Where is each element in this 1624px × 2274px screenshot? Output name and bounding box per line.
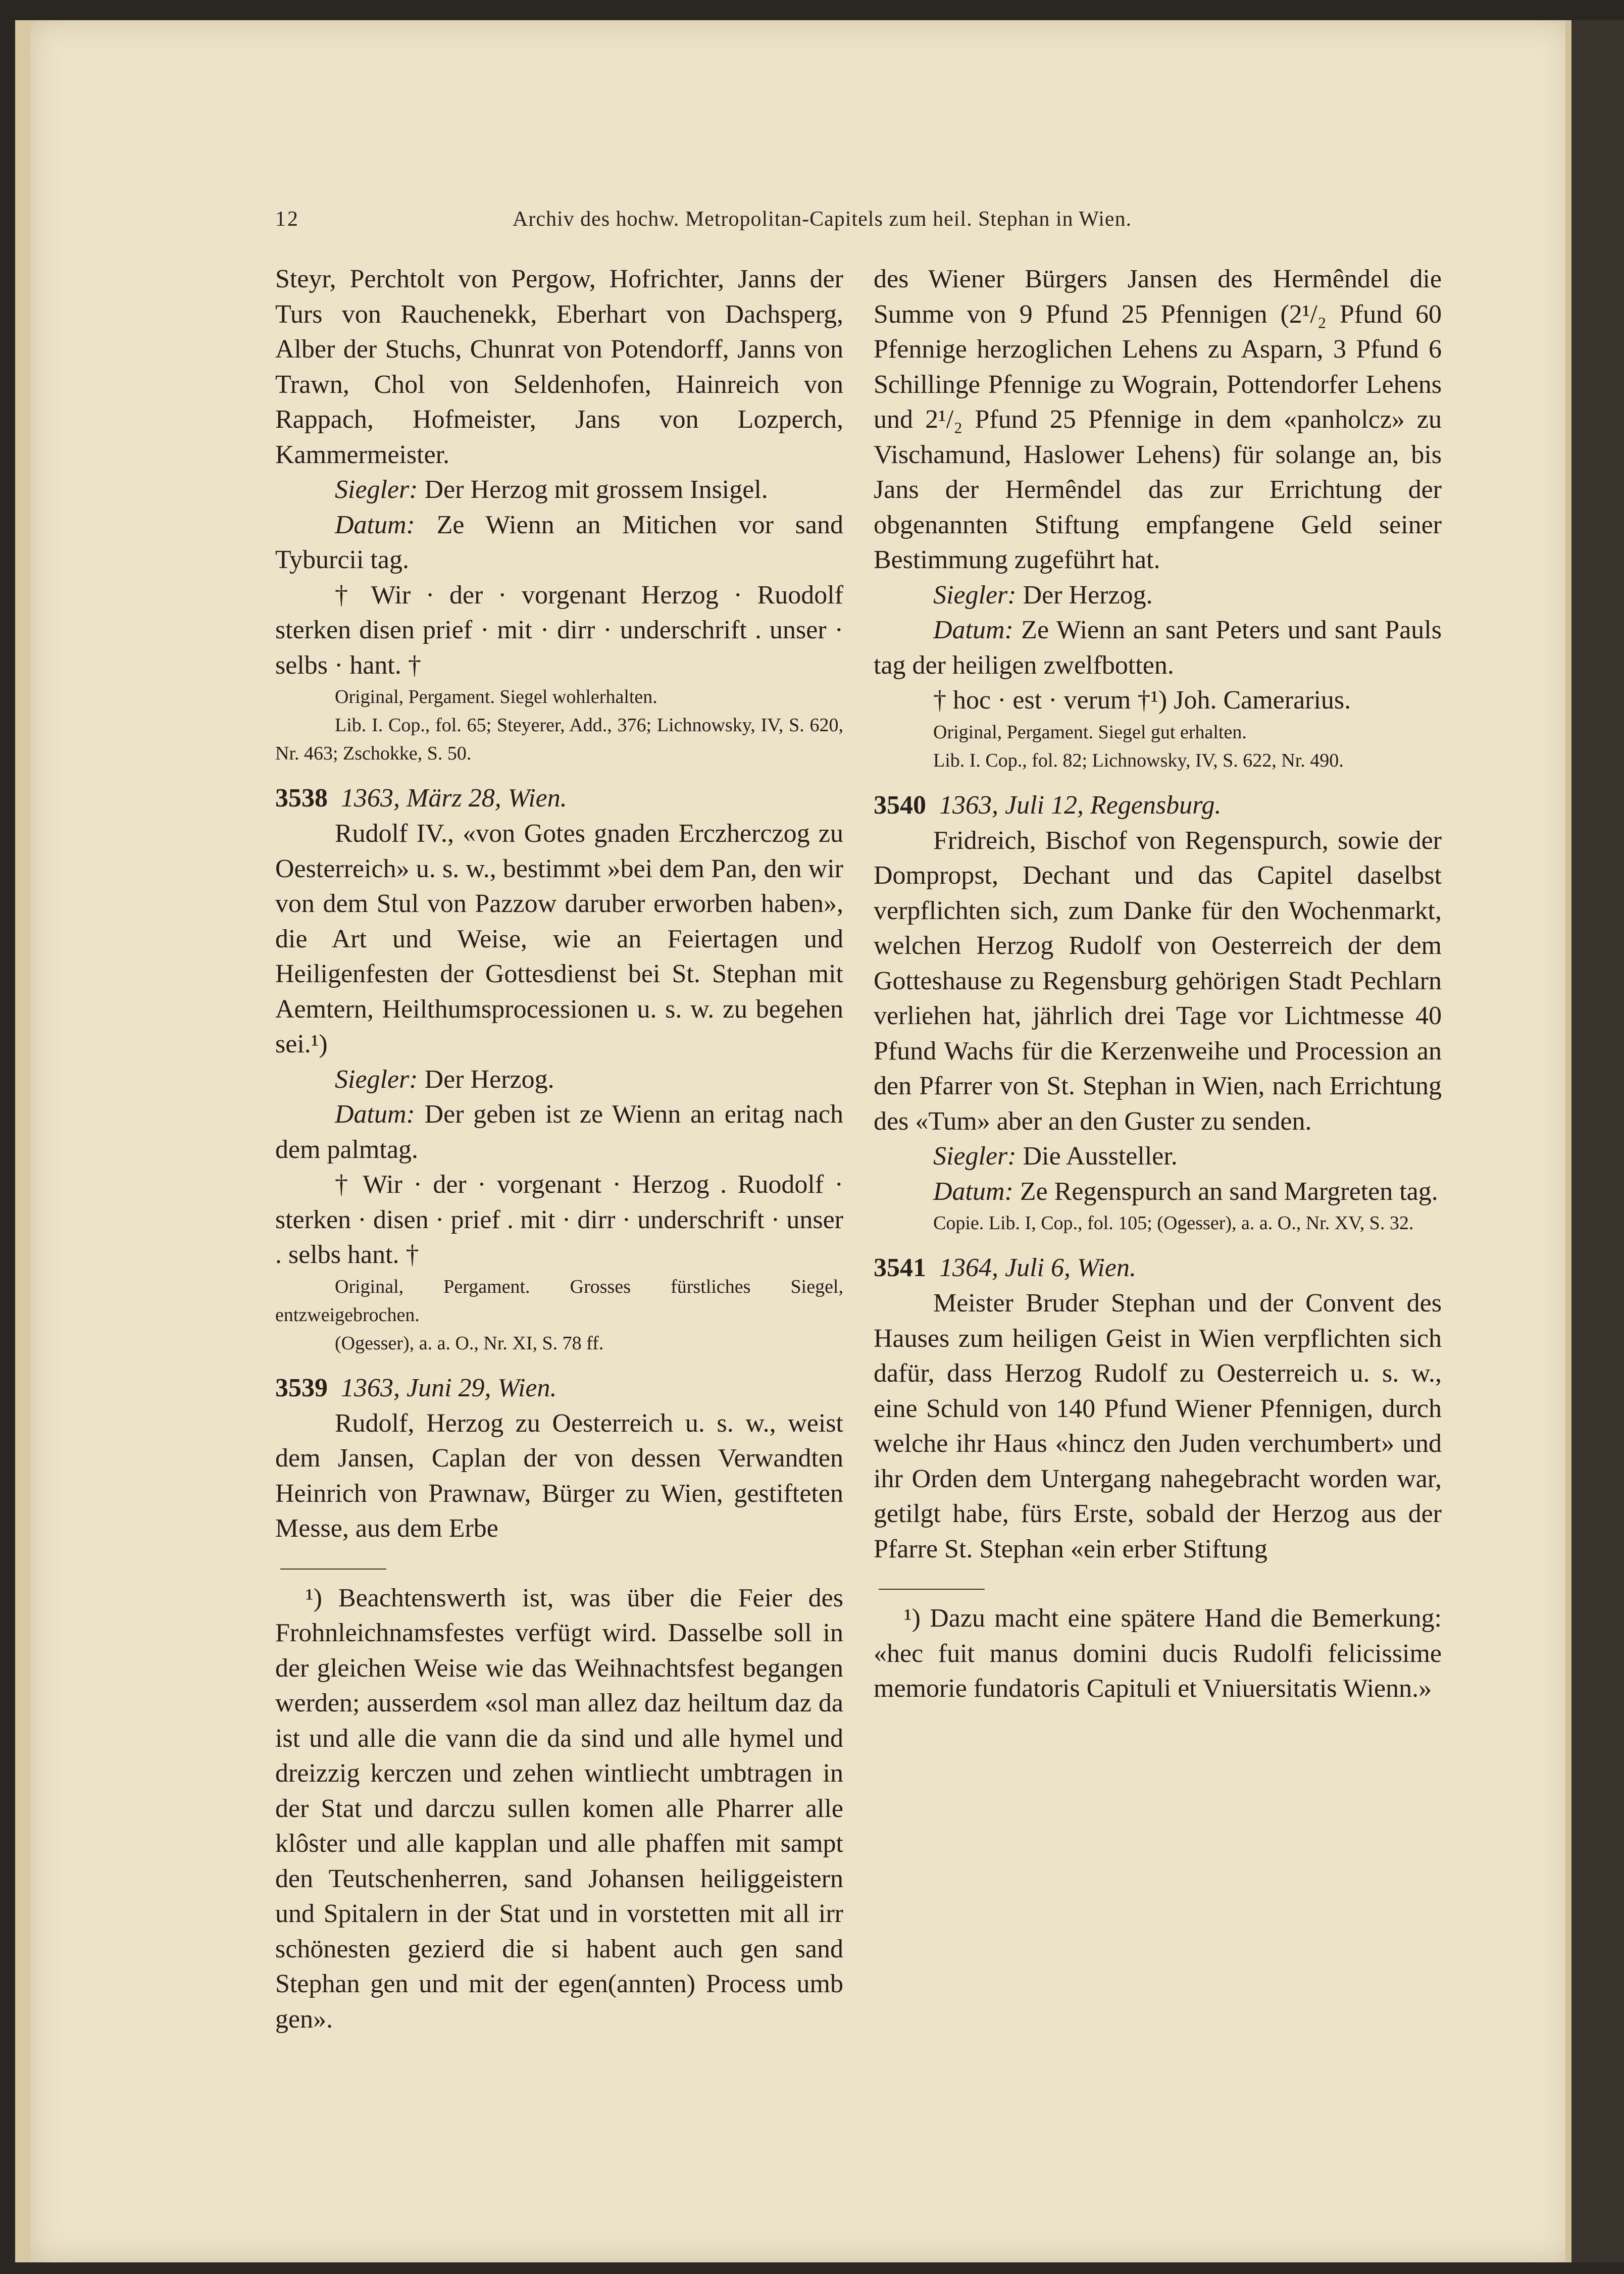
subscription-formula: † hoc · est · verum †¹) Joh. Camerarius. xyxy=(933,686,1351,715)
entry-number: 3539 xyxy=(275,1373,328,1402)
datum-line xyxy=(874,613,1442,683)
entry-number: 3538 xyxy=(275,784,328,813)
footnote-rule xyxy=(280,1569,386,1570)
entry-number: 3541 xyxy=(874,1253,926,1282)
source-note: Lib. I. Cop., fol. 82; Lichnowsky, IV, S. 622, Nr. 490. xyxy=(933,749,1344,771)
footnote: ¹) Dazu macht eine spätere Hand die Bemerkung: «hec fuit manus domini ducis Rudolfi felicissime memorie fundatoris Capituli et Vniuersitatis Wienn.» xyxy=(874,1604,1442,1703)
siegler-line xyxy=(874,578,1442,613)
siegler-text: Der Herzog mit grossem Insigel. xyxy=(418,475,768,504)
siegler-line xyxy=(275,472,843,508)
datum-label: Datum: xyxy=(933,1177,1013,1206)
datum-line xyxy=(874,1174,1442,1209)
siegler-text: Der Herzog. xyxy=(1016,580,1153,610)
entry-text: Rudolf IV., «von Gotes gnaden Erczherczog zu Oesterreich» u. s. w., bestimmt »bei dem Pan, den wir von dem Stul von Pazzow daruber erworben haben», die Art und Weise, wie an Feiertagen und Heiligenfesten der Gottesdienst bei St. Stephan mit Aemtern, Heilthumsprocessionen u. s. w. zu begehen sei.¹) xyxy=(275,819,843,1058)
siegler-label: Siegler: xyxy=(933,580,1017,610)
scan-background xyxy=(1571,20,1624,2262)
datum-line xyxy=(275,508,843,578)
entry-date: 1363, Juli 12, Regensburg. xyxy=(939,790,1222,820)
datum-text: Ze Wienn an Mitichen vor sand Tyburcii tag. xyxy=(275,510,843,574)
datum-text: Ze Regenspurch an sand Margreten tag. xyxy=(1013,1177,1438,1206)
subscription-formula: † Wir · der · vorgenant Herzog · Ruodolf sterken disen prief · mit · dirr · underschrift . unser · selbs · hant. † xyxy=(275,580,843,680)
siegler-label: Siegler: xyxy=(933,1142,1017,1171)
siegler-text: Die Aussteller. xyxy=(1016,1142,1178,1171)
entry-heading-3539 xyxy=(275,1371,843,1406)
entry-heading-3538 xyxy=(275,781,843,816)
source-note: Original, Pergament. Siegel wohlerhalten. xyxy=(335,686,657,708)
source-note: Original, Pergament. Grosses fürstliches Siegel, entzweigebrochen. xyxy=(275,1276,843,1326)
running-head: Archiv des hochw. Metropolitan-Capitels zum heil. Stephan in Wien. xyxy=(513,208,1132,231)
source-note: Copie. Lib. I, Cop., fol. 105; (Ogesser), a. a. O., Nr. XV, S. 32. xyxy=(933,1212,1414,1234)
entry-text: Meister Bruder Stephan und der Convent des Hauses zum heiligen Geist in Wien verpflichten sich dafür, dass Herzog Rudolf zu Oesterreich u. s. w., eine Schuld von 140 Pfund Wiener Pfennigen, durch welche ihr Haus «hincz den Juden verchumbert» und ihr Orden dem Untergang nahegebracht worden war, getilgt habe, fürs Erste, sobald der Herzog aus der Pfarre St. Stephan «ein erber Stiftung xyxy=(874,1289,1442,1563)
siegler-line xyxy=(874,1139,1442,1174)
entry-text: Fridreich, Bischof von Regenspurch, sowie der Dompropst, Dechant und das Capitel daselbst verpflichten sich, zum Danke für den Wochenmarkt, welchen Herzog Rudolf von Oesterreich der dem Gotteshause zu Regensburg gehörigen Stadt Pechlarn verliehen hat, jährlich drei Tage vor Lichtmesse 40 Pfund Wachs für die Kerzenweihe und Procession an den Pfarrer von St. Stephan in Wien, nach Errichtung des «Tum» aber an den Guster zu senden. xyxy=(874,826,1442,1136)
entry-heading-3541 xyxy=(874,1250,1442,1286)
footnote-rule xyxy=(879,1589,985,1590)
subscription-formula: † Wir · der · vorgenant · Herzog . Ruodolf · sterken · disen · prief . mit · dirr · underschrift · unser . selbs hant. † xyxy=(275,1170,843,1269)
entry-continuation-text: des Wiener Bürgers Jansen des Hermêndel die Summe von 9 Pfund 25 Pfennigen (2¹/₂ Pfund 60 Pfennige herzoglichen Lehens zu Asparn, 3 Pfund 6 Schillinge Pfennige zu Wograin, Pottendorfer Lehens und 2¹/₂ Pfund 25 Pfennige in dem «panholcz» zu Vischamund, Haslower Lehens) für solange an, bis Jans der Hermêndel das zur Errichtung der obgenannten Stiftung empfangene Geld seiner Bestimmung zugeführt hat. xyxy=(874,265,1442,574)
datum-label: Datum: xyxy=(933,616,1013,644)
source-note: Lib. I. Cop., fol. 65; Steyerer, Add., 376; Lichnowsky, IV, S. 620, Nr. 463; Zschokke, S. 50. xyxy=(275,715,843,764)
footnote: ¹) Beachtenswerth ist, was über die Feier des Frohnleichnamsfestes verfügt wird. Dasselbe soll in der gleichen Weise wie das Weihnachtsfest begangen werden; ausserdem «sol man allez daz heiltum daz da ist und alle die vann die da sind und alle hymel und dreizzig kerczen und zehen wintliecht umbtragen in der Stat und darczu sullen komen alle Pharrer alle klôster und alle kapplan und alle phaffen mit sampt den Teutschenherren, sand Johansen heiliggeistern und Spitalern in der Stat und in vorstetten mit all irr schönesten gezierd die si habent auch gen sand Stephan gen und mit der egen(annten) Process umb gen». xyxy=(275,1583,843,2034)
entry-date: 1363, März 28, Wien. xyxy=(341,784,567,813)
page-edge xyxy=(1565,20,1571,2262)
page-header xyxy=(275,207,1235,237)
datum-text: Ze Wienn an sant Peters und sant Pauls tag der heiligen zwelfbotten. xyxy=(874,616,1442,680)
entry-continuation-text: Steyr, Perchtolt von Pergow, Hofrichter, Janns der Turs von Rauchenekk, Eberhart von Dachsperg, Alber der Stuchs, Chunrat von Potendorff, Janns von Trawn, Chol von Seldenhofen, Hainreich von Rappach, Hofmeister, Jans von Lozperch, Kammermeister. xyxy=(275,265,843,469)
datum-label: Datum: xyxy=(335,510,415,539)
page-number: 12 xyxy=(275,208,299,231)
datum-text: Der geben ist ze Wienn an eritag nach dem palmtag. xyxy=(275,1100,843,1164)
siegler-label: Siegler: xyxy=(335,1065,418,1094)
entry-heading-3540 xyxy=(874,788,1442,823)
entry-text: Rudolf, Herzog zu Oesterreich u. s. w., weist dem Jansen, Caplan der von dessen Verwandten Heinrich von Prawnaw, Bürger zu Wien, gestifteten Messe, aus dem Erbe xyxy=(275,1408,843,1543)
source-note: (Ogesser), a. a. O., Nr. XI, S. 78 ff. xyxy=(335,1332,604,1354)
entry-number: 3540 xyxy=(874,790,926,820)
datum-label: Datum: xyxy=(335,1100,415,1129)
datum-line xyxy=(275,1097,843,1167)
left-column xyxy=(275,262,843,2037)
source-note: Original, Pergament. Siegel gut erhalten. xyxy=(933,721,1247,743)
siegler-label: Siegler: xyxy=(335,475,418,504)
siegler-text: Der Herzog. xyxy=(418,1065,554,1094)
entry-date: 1364, Juli 6, Wien. xyxy=(939,1253,1136,1282)
siegler-line xyxy=(275,1062,843,1097)
entry-date: 1363, Juni 29, Wien. xyxy=(341,1373,557,1402)
right-column xyxy=(874,262,1442,1706)
